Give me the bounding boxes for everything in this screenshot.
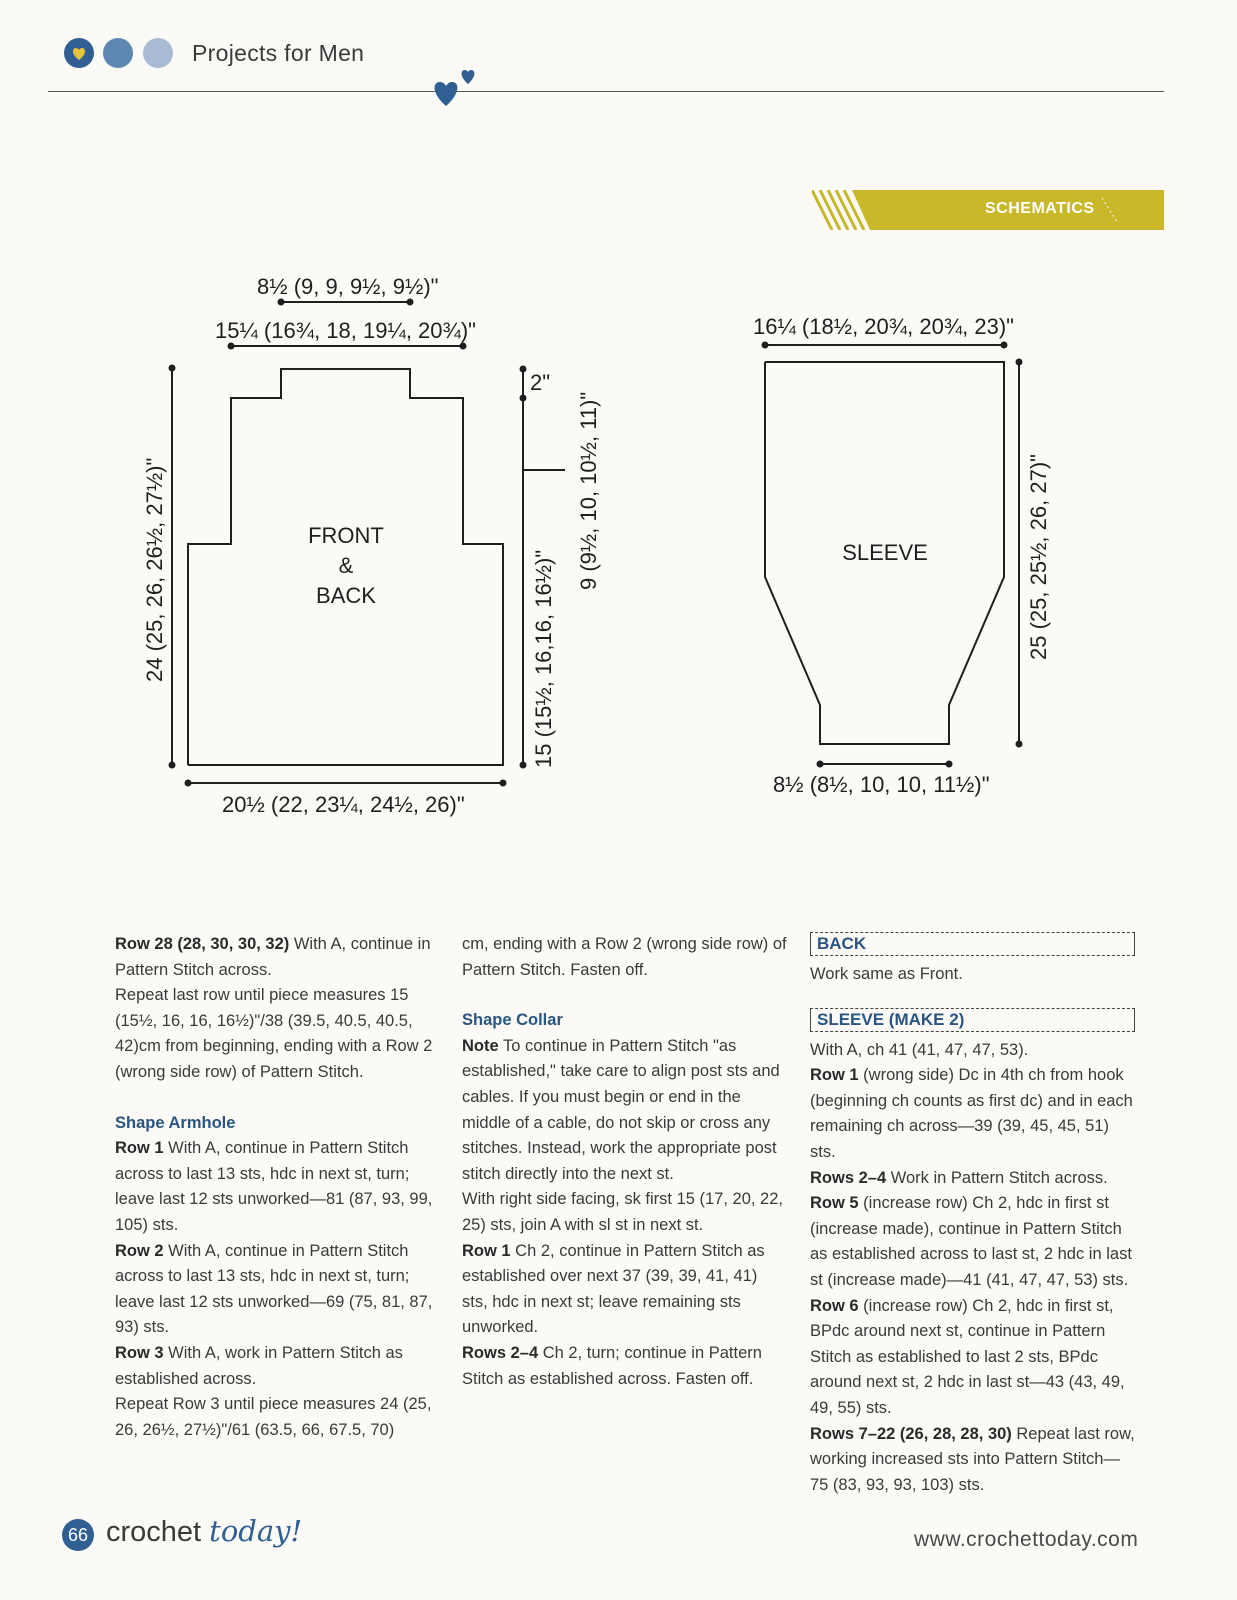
shape-armhole-heading: Shape Armhole xyxy=(115,1113,236,1132)
paragraph: Rows 7–22 (26, 28, 28, 30) Repeat last row, working increased sts into Pattern Stitch—75 (83, 93, 93, 103) sts. xyxy=(810,1424,1135,1494)
paragraph: Repeat Row 3 until piece measures 24 (25, 26, 26½, 27½)"/61 (63.5, 66, 67.5, 70) xyxy=(115,1395,432,1439)
shape-collar-heading: Shape Collar xyxy=(462,1011,563,1030)
paragraph: Row 5 (increase row) Ch 2, hdc in first st (increase made), continue in Pattern Stitch as established across to last st, 2 hdc in last st (increase made)—41 (41, 47, 47, 53) sts. xyxy=(810,1194,1132,1289)
sleeve-length-label: 25 (25, 25½, 26, 27)" xyxy=(1026,454,1051,660)
paragraph: Row 1 With A, continue in Pattern Stitch across to last 13 sts, hdc in next st, turn; leave last 12 sts unworked—81 (87, 93, 99, 105) sts. xyxy=(115,1139,433,1234)
paragraph: With A, ch 41 (41, 47, 47, 53). xyxy=(810,1040,1029,1059)
paragraph: Row 1 Ch 2, continue in Pattern Stitch as established over next 37 (39, 39, 41, 41) sts, hdc in next st; leave remaining sts unworked. xyxy=(462,1241,765,1337)
paragraph: With right side facing, sk first 15 (17, 20, 22, 25) sts, join A with sl st in next st. xyxy=(462,1190,783,1234)
paragraph: Rows 2–4 Work in Pattern Stitch across. xyxy=(810,1168,1108,1187)
body-length-label: 15 (15½, 16,16, 16½)" xyxy=(531,549,556,768)
paragraph: Row 6 (increase row) Ch 2, hdc in first st, BPdc around next st, continue in Pattern Stitch as established to last 2 sts, BPdc around next st, 2 hdc in last st—43 (43, 49, 49, 55) sts. xyxy=(810,1296,1125,1417)
magazine-logo: crochet today! xyxy=(106,1514,303,1548)
front-back-piece-label: FRONT & BACK xyxy=(308,523,384,608)
sleeve-cuff-width-label: 8½ (8½, 10, 10, 11½)" xyxy=(773,772,990,797)
paragraph: Rows 2–4 Ch 2, turn; continue in Pattern Stitch as established across. Fasten off. xyxy=(462,1343,762,1388)
paragraph: Repeat last row until piece measures 15 (15½, 16, 16, 16½)"/38 (39.5, 40.5, 40.5, 42)cm from beginning, ending with a Row 2 (wrong side row) of Pattern Stitch. xyxy=(115,986,433,1081)
instructions-column-1 xyxy=(115,932,440,1443)
website-url[interactable]: www.crochettoday.com xyxy=(914,1528,1139,1551)
instructions-column-3 xyxy=(810,932,1135,1498)
paragraph: Row 28 (28, 30, 30, 32) With A, continue in Pattern Stitch across. xyxy=(115,935,431,979)
schematics-label: SCHEMATICS xyxy=(985,200,1095,217)
paragraph: Work same as Front. xyxy=(810,965,963,983)
paragraph: Row 3 With A, work in Pattern Stitch as established across. xyxy=(115,1343,403,1388)
instructions-column-2 xyxy=(462,932,787,1392)
sleeve-piece-label: SLEEVE xyxy=(842,540,928,565)
collar-height-label: 2" xyxy=(530,370,551,395)
bottom-width-label: 20½ (22, 23¼, 24½, 26)" xyxy=(222,792,465,817)
page-number: 66 xyxy=(62,1519,94,1551)
total-length-label: 24 (25, 26, 26½, 27½)" xyxy=(142,457,167,682)
sleeve-top-width-label: 16¼ (18½, 20¾, 20¾, 23)" xyxy=(753,314,1014,339)
sleeve-heading: SLEEVE (MAKE 2) xyxy=(810,1008,1135,1032)
paragraph: Note To continue in Pattern Stitch "as established," take care to align post sts and cables. If you must begin or end in the middle of a cable, do not skip or cross any stitches. Instead, work the appropriate post stitch directly into the next st. xyxy=(462,1036,780,1183)
paragraph: cm, ending with a Row 2 (wrong side row) of Pattern Stitch. Fasten off. xyxy=(462,935,787,979)
neck-width-label: 8½ (9, 9, 9½, 9½)" xyxy=(257,274,439,299)
armhole-depth-label: 9 (9½, 10, 10½, 11)" xyxy=(576,391,601,590)
paragraph: Row 2 With A, continue in Pattern Stitch across to last 13 sts, hdc in next st, turn; leave last 12 sts unworked—69 (75, 81, 87, 93) sts. xyxy=(115,1241,433,1337)
paragraph: Row 1 (wrong side) Dc in 4th ch from hook (beginning ch counts as first dc) and in each remaining ch across—39 (39, 45, 45, 51) sts. xyxy=(810,1066,1133,1161)
shoulder-width-label: 15¼ (16¾, 18, 19¼, 20¾)" xyxy=(215,318,476,343)
section-title: Projects for Men xyxy=(192,40,365,66)
back-heading: BACK xyxy=(810,932,1135,956)
